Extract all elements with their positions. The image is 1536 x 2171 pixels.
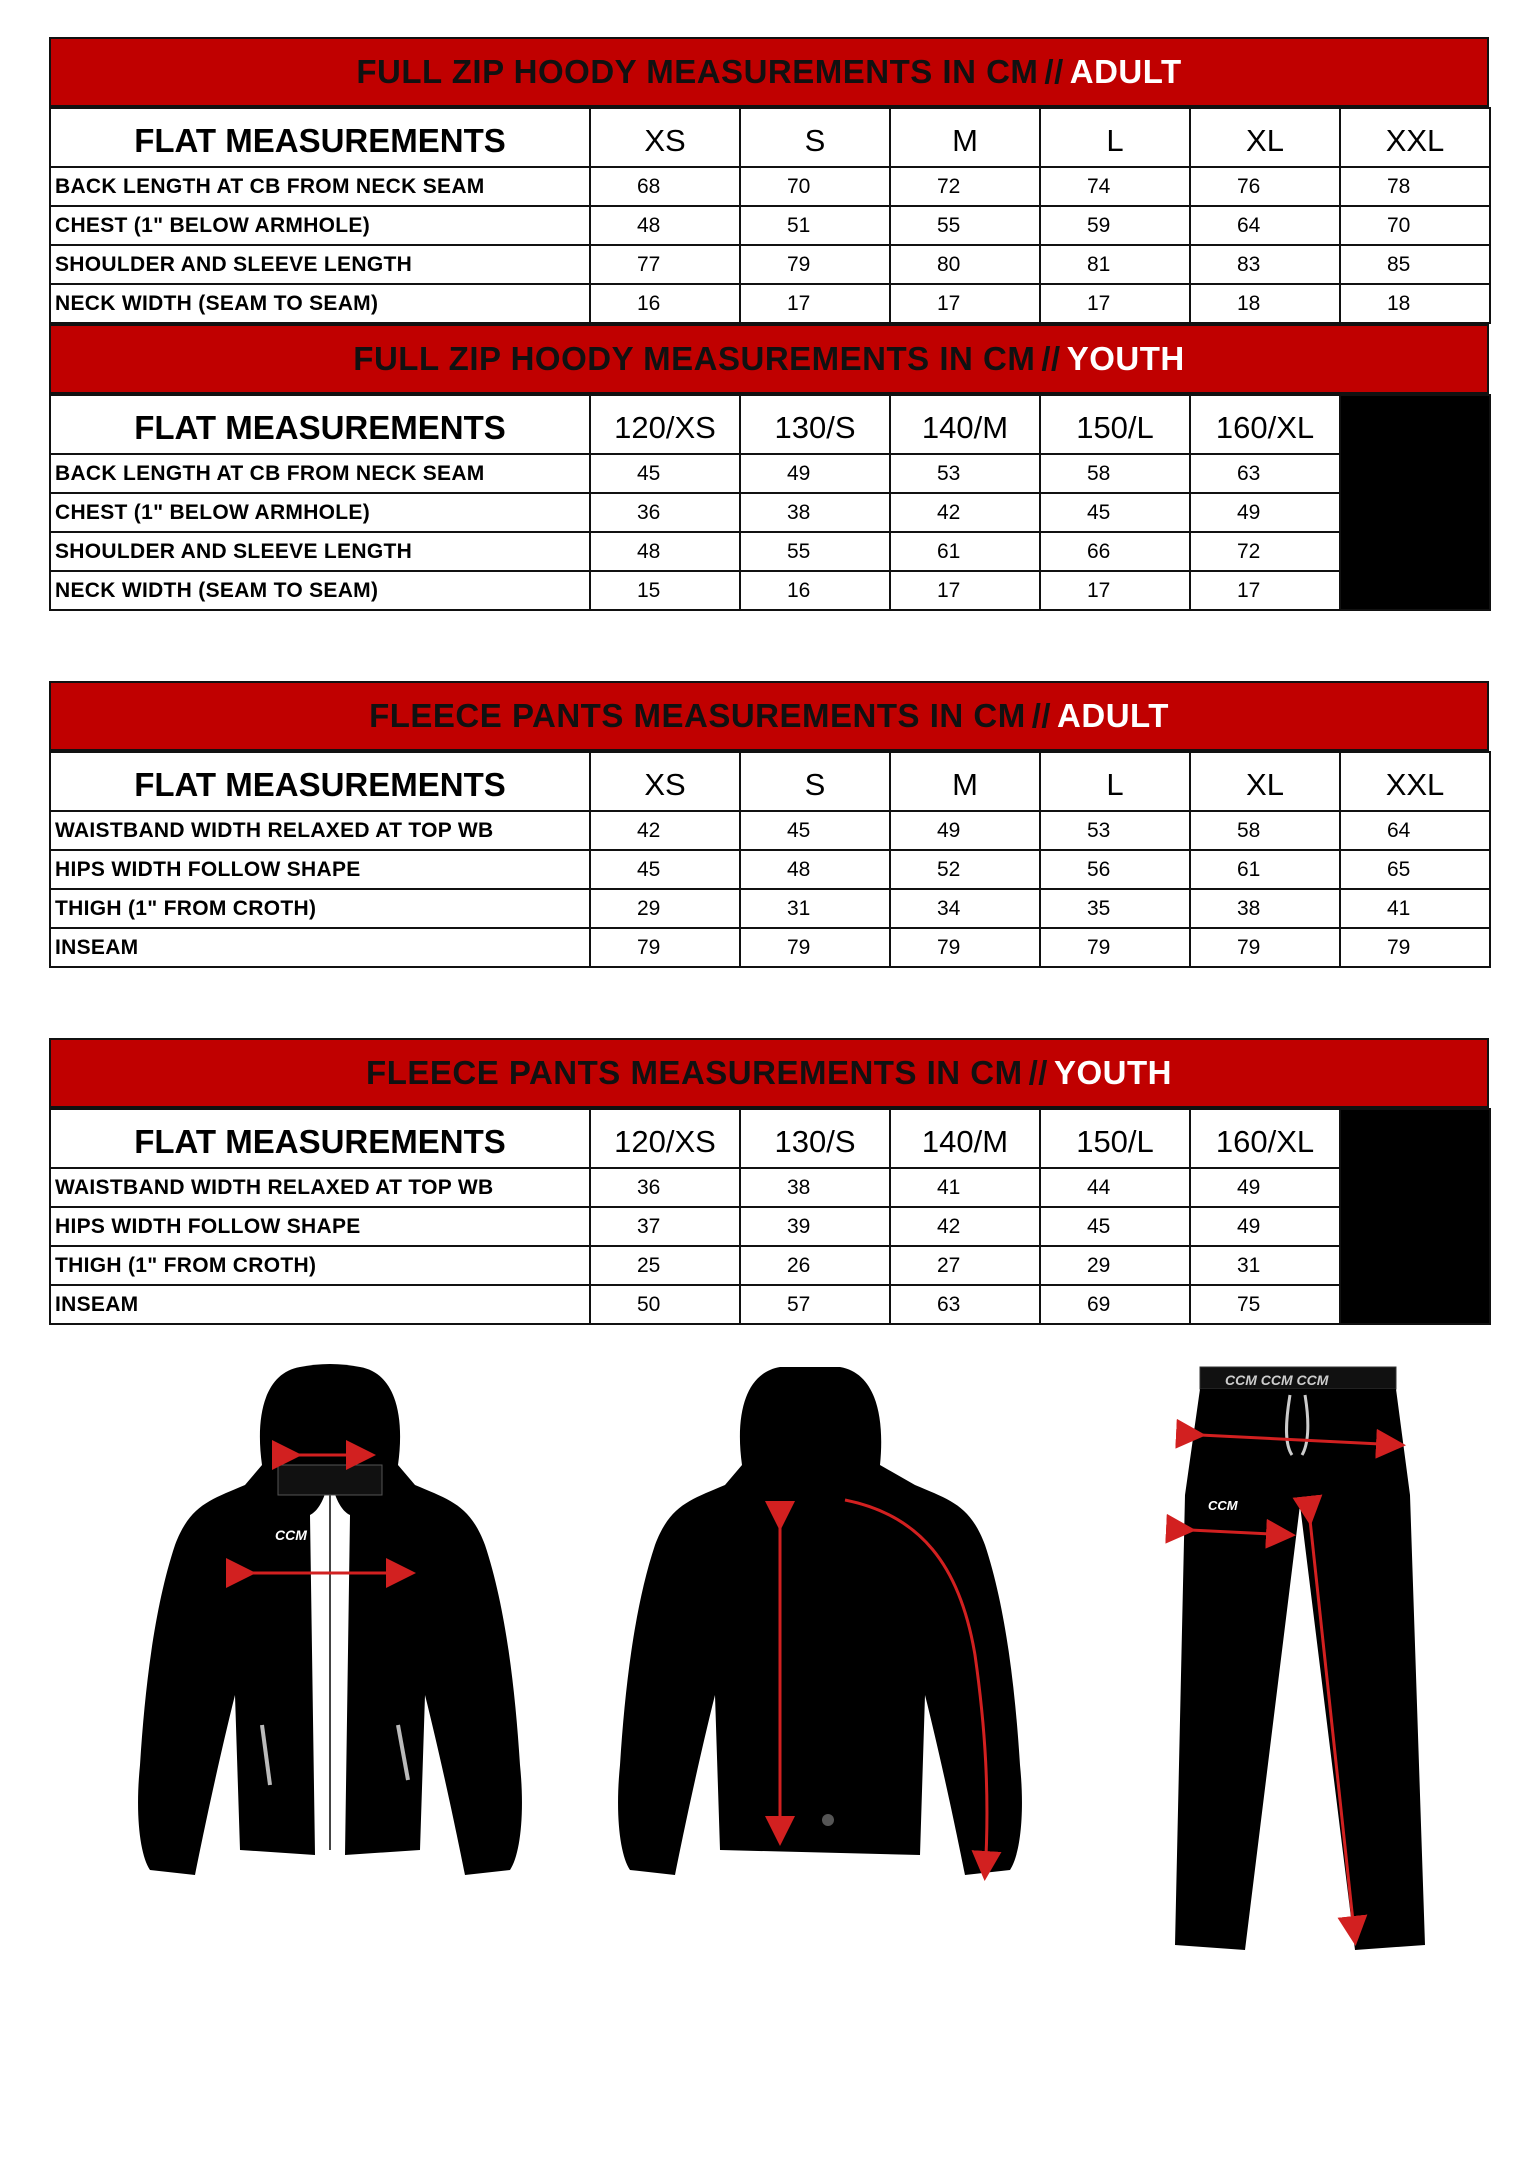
row-label: SHOULDER AND SLEEVE LENGTH [50, 245, 590, 284]
cell-value: 48 [740, 850, 890, 889]
cell-value: 80 [890, 245, 1040, 284]
cell-value: 78 [1340, 167, 1490, 206]
table-row [50, 1285, 1490, 1324]
measurement-table [49, 1108, 1491, 1325]
cell-value: 17 [1190, 571, 1340, 610]
cell-value: 17 [890, 571, 1040, 610]
cell-value: 36 [590, 493, 740, 532]
cell-value: 53 [1040, 811, 1190, 850]
cell-value: 38 [740, 1168, 890, 1207]
cell-value: 58 [1040, 454, 1190, 493]
row-label: NECK WIDTH (SEAM TO SEAM) [50, 571, 590, 610]
measurement-table [49, 107, 1491, 324]
pants-adult-table [49, 681, 1489, 968]
garment-illustrations [0, 1355, 1536, 1955]
size-header: XXL [1340, 108, 1490, 167]
cell-value: 42 [890, 1207, 1040, 1246]
row-label: INSEAM [50, 1285, 590, 1324]
table-row [50, 1207, 1490, 1246]
cell-value: 72 [890, 167, 1040, 206]
cell-value: 45 [740, 811, 890, 850]
size-header: M [890, 752, 1040, 811]
cell-value: 63 [890, 1285, 1040, 1324]
cell-value: 45 [590, 454, 740, 493]
cell-value: 42 [590, 811, 740, 850]
cell-value: 49 [1190, 1168, 1340, 1207]
row-label: BACK LENGTH AT CB FROM NECK SEAM [50, 454, 590, 493]
size-header: S [740, 108, 890, 167]
row-label: CHEST (1" BELOW ARMHOLE) [50, 493, 590, 532]
title-separator: // [1031, 697, 1052, 734]
cell-value: 31 [1190, 1246, 1340, 1285]
table-group: ADULT [1057, 697, 1169, 734]
size-header: 130/S [740, 1109, 890, 1168]
cell-value: 79 [590, 928, 740, 967]
cell-value: 85 [1340, 245, 1490, 284]
row-label: SHOULDER AND SLEEVE LENGTH [50, 532, 590, 571]
cell-value: 16 [590, 284, 740, 323]
cell-value: 18 [1340, 284, 1490, 323]
waistband-text: CCM CCM CCM [1225, 1372, 1329, 1388]
label-icon [822, 1814, 834, 1826]
cell-value: 29 [1040, 1246, 1190, 1285]
size-header: XS [590, 108, 740, 167]
header-label: FLAT MEASUREMENTS [50, 395, 590, 454]
ccm-logo: CCM [275, 1527, 307, 1543]
table-group: YOUTH [1066, 340, 1185, 377]
header-row [50, 752, 1490, 811]
table-title: FULL ZIP HOODY MEASUREMENTS IN CM [353, 340, 1036, 377]
title-separator: // [1041, 340, 1061, 377]
row-label: INSEAM [50, 928, 590, 967]
cell-value: 17 [740, 284, 890, 323]
table-row [50, 889, 1490, 928]
cell-value: 48 [590, 206, 740, 245]
cell-value: 48 [590, 532, 740, 571]
cell-value: 61 [890, 532, 1040, 571]
table-row [50, 1246, 1490, 1285]
cell-value: 42 [890, 493, 1040, 532]
table-row [50, 284, 1490, 323]
table-row [50, 206, 1490, 245]
cell-value: 36 [590, 1168, 740, 1207]
cell-value: 17 [1040, 284, 1190, 323]
size-header: XXL [1340, 752, 1490, 811]
row-label: WAISTBAND WIDTH RELAXED AT TOP WB [50, 1168, 590, 1207]
size-header: S [740, 752, 890, 811]
blank-cell [1340, 1109, 1490, 1324]
header-row [50, 1109, 1490, 1168]
table-title-bar [49, 681, 1489, 751]
cell-value: 49 [890, 811, 1040, 850]
size-header: 140/M [890, 395, 1040, 454]
hoody-back-illustration [618, 1367, 1022, 1875]
size-header: L [1040, 108, 1190, 167]
hoody-front-illustration [138, 1364, 522, 1875]
cell-value: 76 [1190, 167, 1340, 206]
cell-value: 64 [1340, 811, 1490, 850]
row-label: NECK WIDTH (SEAM TO SEAM) [50, 284, 590, 323]
header-label: FLAT MEASUREMENTS [50, 108, 590, 167]
size-header: XL [1190, 108, 1340, 167]
cell-value: 18 [1190, 284, 1340, 323]
cell-value: 25 [590, 1246, 740, 1285]
measurement-table [49, 394, 1491, 611]
cell-value: 38 [1190, 889, 1340, 928]
cell-value: 57 [740, 1285, 890, 1324]
table-row [50, 928, 1490, 967]
cell-value: 70 [740, 167, 890, 206]
cell-value: 83 [1190, 245, 1340, 284]
size-header: 120/XS [590, 395, 740, 454]
size-header: M [890, 108, 1040, 167]
cell-value: 66 [1040, 532, 1190, 571]
cell-value: 58 [1190, 811, 1340, 850]
cell-value: 55 [740, 532, 890, 571]
cell-value: 49 [1190, 493, 1340, 532]
row-label: WAISTBAND WIDTH RELAXED AT TOP WB [50, 811, 590, 850]
cell-value: 79 [1040, 928, 1190, 967]
size-header: 120/XS [590, 1109, 740, 1168]
title-separator: // [1028, 1054, 1048, 1091]
cell-value: 50 [590, 1285, 740, 1324]
cell-value: 56 [1040, 850, 1190, 889]
table-row [50, 850, 1490, 889]
cell-value: 49 [1190, 1207, 1340, 1246]
cell-value: 15 [590, 571, 740, 610]
cell-value: 45 [1040, 1207, 1190, 1246]
cell-value: 72 [1190, 532, 1340, 571]
table-title-bar [49, 37, 1489, 107]
table-group: ADULT [1069, 53, 1182, 90]
table-title: FULL ZIP HOODY MEASUREMENTS IN CM [356, 53, 1039, 90]
cell-value: 81 [1040, 245, 1190, 284]
title-separator: // [1044, 53, 1064, 90]
table-row [50, 493, 1490, 532]
cell-value: 31 [740, 889, 890, 928]
cell-value: 79 [1190, 928, 1340, 967]
cell-value: 77 [590, 245, 740, 284]
table-row [50, 532, 1490, 571]
row-label: THIGH (1" FROM CROTH) [50, 889, 590, 928]
header-label: FLAT MEASUREMENTS [50, 1109, 590, 1168]
size-header: 150/L [1040, 1109, 1190, 1168]
table-row [50, 1168, 1490, 1207]
cell-value: 41 [1340, 889, 1490, 928]
row-label: HIPS WIDTH FOLLOW SHAPE [50, 850, 590, 889]
ccm-logo: CCM [1208, 1498, 1238, 1513]
row-label: THIGH (1" FROM CROTH) [50, 1246, 590, 1285]
table-title-bar [49, 1038, 1489, 1108]
table-row [50, 245, 1490, 284]
size-header: 160/XL [1190, 395, 1340, 454]
cell-value: 16 [740, 571, 890, 610]
cell-value: 70 [1340, 206, 1490, 245]
table-row [50, 571, 1490, 610]
cell-value: 65 [1340, 850, 1490, 889]
cell-value: 51 [740, 206, 890, 245]
cell-value: 27 [890, 1246, 1040, 1285]
cell-value: 61 [1190, 850, 1340, 889]
cell-value: 37 [590, 1207, 740, 1246]
cell-value: 55 [890, 206, 1040, 245]
table-row [50, 811, 1490, 850]
blank-cell [1340, 395, 1490, 610]
cell-value: 69 [1040, 1285, 1190, 1324]
cell-value: 75 [1190, 1285, 1340, 1324]
cell-value: 17 [1040, 571, 1190, 610]
table-title: FLEECE PANTS MEASUREMENTS IN CM [366, 1054, 1023, 1091]
row-label: CHEST (1" BELOW ARMHOLE) [50, 206, 590, 245]
table-group: YOUTH [1053, 1054, 1172, 1091]
header-row [50, 395, 1490, 454]
cell-value: 49 [740, 454, 890, 493]
cell-value: 79 [740, 245, 890, 284]
row-label: BACK LENGTH AT CB FROM NECK SEAM [50, 167, 590, 206]
table-title-bar [49, 324, 1489, 394]
cell-value: 26 [740, 1246, 890, 1285]
hoody-adult-table [49, 37, 1489, 324]
size-header: 130/S [740, 395, 890, 454]
measurement-table [49, 751, 1491, 968]
pants-youth-table [49, 1038, 1489, 1325]
cell-value: 79 [740, 928, 890, 967]
cell-value: 53 [890, 454, 1040, 493]
row-label: HIPS WIDTH FOLLOW SHAPE [50, 1207, 590, 1246]
cell-value: 38 [740, 493, 890, 532]
cell-value: 17 [890, 284, 1040, 323]
size-header: 150/L [1040, 395, 1190, 454]
size-header: 160/XL [1190, 1109, 1340, 1168]
table-row [50, 454, 1490, 493]
cell-value: 68 [590, 167, 740, 206]
cell-value: 35 [1040, 889, 1190, 928]
cell-value: 44 [1040, 1168, 1190, 1207]
table-row [50, 167, 1490, 206]
size-header: XL [1190, 752, 1340, 811]
hoody-youth-table [49, 324, 1489, 611]
cell-value: 41 [890, 1168, 1040, 1207]
pants-illustration [1175, 1367, 1425, 1950]
cell-value: 64 [1190, 206, 1340, 245]
cell-value: 34 [890, 889, 1040, 928]
cell-value: 63 [1190, 454, 1340, 493]
cell-value: 45 [1040, 493, 1190, 532]
table-title: FLEECE PANTS MEASUREMENTS IN CM [369, 697, 1026, 734]
size-header: 140/M [890, 1109, 1040, 1168]
size-header: XS [590, 752, 740, 811]
cell-value: 45 [590, 850, 740, 889]
header-label: FLAT MEASUREMENTS [50, 752, 590, 811]
header-row [50, 108, 1490, 167]
cell-value: 74 [1040, 167, 1190, 206]
cell-value: 59 [1040, 206, 1190, 245]
cell-value: 39 [740, 1207, 890, 1246]
cell-value: 29 [590, 889, 740, 928]
cell-value: 79 [890, 928, 1040, 967]
cell-value: 52 [890, 850, 1040, 889]
cell-value: 79 [1340, 928, 1490, 967]
size-header: L [1040, 752, 1190, 811]
